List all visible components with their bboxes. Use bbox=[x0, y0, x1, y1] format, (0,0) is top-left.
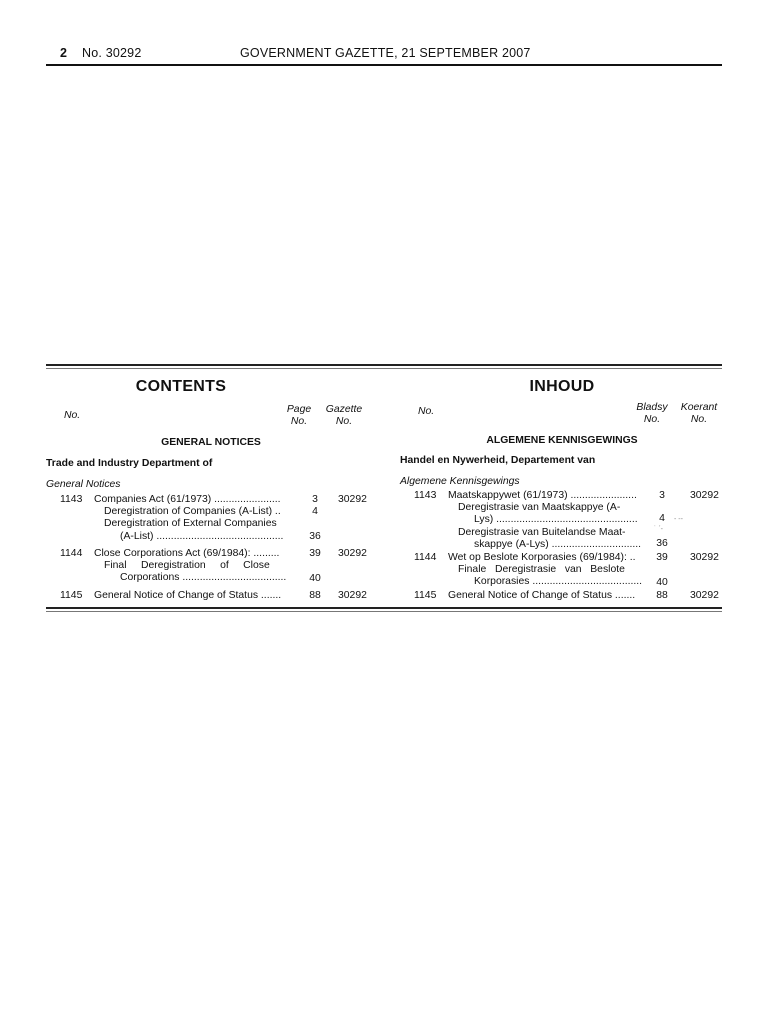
gazette-ref: 30292 bbox=[338, 494, 367, 505]
entry-line: Maatskappywet (61/1973) ....................... bbox=[448, 490, 637, 501]
entry-line: Korporasies ...................................... bbox=[474, 576, 643, 588]
notice-number: 1143 bbox=[60, 494, 83, 505]
list-item bbox=[94, 548, 290, 585]
page-header bbox=[46, 46, 722, 66]
col-no-label: No. bbox=[64, 410, 81, 421]
section-title bbox=[46, 437, 376, 448]
contents-column bbox=[46, 376, 376, 608]
col-page-label-line1: Bladsy bbox=[636, 402, 668, 413]
col-gazette-label-line2: No. bbox=[690, 414, 708, 425]
col-gazette-label-line2: No. bbox=[335, 416, 353, 427]
col-gazette-label-line1: Koerant bbox=[680, 402, 718, 413]
col-no-label: No. bbox=[418, 406, 435, 417]
gazette-title: GOVERNMENT GAZETTE, 21 SEPTEMBER 2007 bbox=[240, 46, 531, 60]
list-item bbox=[448, 552, 644, 589]
issue-number: No. 30292 bbox=[82, 46, 142, 60]
page-ref: 4 bbox=[312, 506, 318, 517]
list-item bbox=[448, 490, 644, 551]
scan-artifact: ‐ ‐‑ bbox=[674, 516, 683, 523]
contents-heading: CONTENTS bbox=[135, 378, 227, 395]
inhoud-column bbox=[392, 376, 722, 608]
notice-number: 1143 bbox=[414, 490, 437, 501]
page-ref: 36 bbox=[656, 538, 668, 549]
gazette-ref: 30292 bbox=[690, 490, 719, 501]
notice-number: 1145 bbox=[414, 590, 437, 601]
gazette-ref: 30292 bbox=[338, 548, 367, 559]
section-title-text: GENERAL NOTICES bbox=[161, 437, 261, 448]
page-ref: 88 bbox=[309, 590, 321, 601]
entry-line: General Notice of Change of Status ....... bbox=[94, 590, 282, 601]
subsection-title: General Notices bbox=[46, 479, 121, 490]
entry-line: General Notice of Change of Status ....... bbox=[448, 590, 636, 601]
col-page-label bbox=[282, 404, 316, 428]
section-title: ALGEMENE KENNISGEWINGS bbox=[486, 435, 638, 446]
page-ref: 40 bbox=[309, 573, 321, 584]
col-page-label-line2: No. bbox=[290, 416, 308, 427]
contents-top-rule bbox=[46, 364, 722, 366]
subsection-title: Algemene Kennisgewings bbox=[400, 476, 520, 487]
entry-line: Deregistrasie van Buitelandse Maat- bbox=[458, 526, 626, 538]
inhoud-heading: INHOUD bbox=[529, 378, 595, 395]
entry-line: Lys) ................................................. bbox=[474, 514, 638, 526]
page-ref: 36 bbox=[309, 531, 321, 542]
entry-line: Deregistration of Companies (A-List) .. bbox=[104, 506, 281, 518]
col-page-label-line1: Page bbox=[286, 404, 312, 415]
entry-line: Deregistration of External Companies bbox=[104, 518, 277, 530]
page-ref: 88 bbox=[656, 590, 668, 601]
page-number: 2 bbox=[60, 46, 68, 60]
page-ref: 3 bbox=[312, 494, 318, 505]
notice-number: 1144 bbox=[60, 548, 83, 559]
gazette-ref: 30292 bbox=[338, 590, 367, 601]
col-gazette-label bbox=[674, 402, 724, 426]
entry-line: Finale Deregistrasie van Beslote bbox=[458, 564, 625, 576]
list-item bbox=[448, 590, 644, 602]
col-gazette-label-line1: Gazette bbox=[325, 404, 363, 415]
header-rule bbox=[46, 64, 722, 66]
col-page-label-line2: No. bbox=[643, 414, 661, 425]
entry-line: Deregistrasie van Maatskappye (A- bbox=[458, 502, 621, 514]
col-page-label bbox=[630, 402, 674, 426]
entry-line: Wet op Beslote Korporasies (69/1984): .. bbox=[448, 552, 636, 563]
department-title: Handel en Nywerheid, Departement van bbox=[400, 455, 596, 466]
notice-number: 1145 bbox=[60, 590, 83, 601]
contents-top-rule-thin bbox=[46, 368, 722, 369]
page-ref: 39 bbox=[309, 548, 321, 559]
entry-line: Corporations .................................... bbox=[120, 572, 287, 584]
entry-line: Close Corporations Act (69/1984): ......... bbox=[94, 548, 280, 559]
page-ref: 4 bbox=[659, 513, 665, 524]
gazette-ref: 30292 bbox=[690, 552, 719, 563]
list-item bbox=[94, 494, 290, 543]
entry-line: skappye (A-Lys) ............................... bbox=[474, 538, 642, 550]
scan-artifact: ˙ ˊ‑ bbox=[654, 526, 663, 533]
page-ref: 39 bbox=[656, 552, 668, 563]
notice-number: 1144 bbox=[414, 552, 437, 563]
department-title: Trade and Industry Department of bbox=[46, 458, 213, 469]
entry-line: Companies Act (61/1973) ....................... bbox=[94, 494, 281, 505]
page-ref: 40 bbox=[656, 577, 668, 588]
contents-bottom-rule bbox=[46, 607, 722, 609]
col-gazette-label bbox=[322, 404, 366, 428]
contents-bottom-rule-thin bbox=[46, 611, 722, 612]
entry-line: Final Deregistration of Close bbox=[104, 560, 270, 572]
list-item bbox=[94, 590, 290, 602]
entry-line: (A-List) ............................................ bbox=[120, 530, 284, 542]
page-ref: 3 bbox=[659, 490, 665, 501]
gazette-ref: 30292 bbox=[690, 590, 719, 601]
